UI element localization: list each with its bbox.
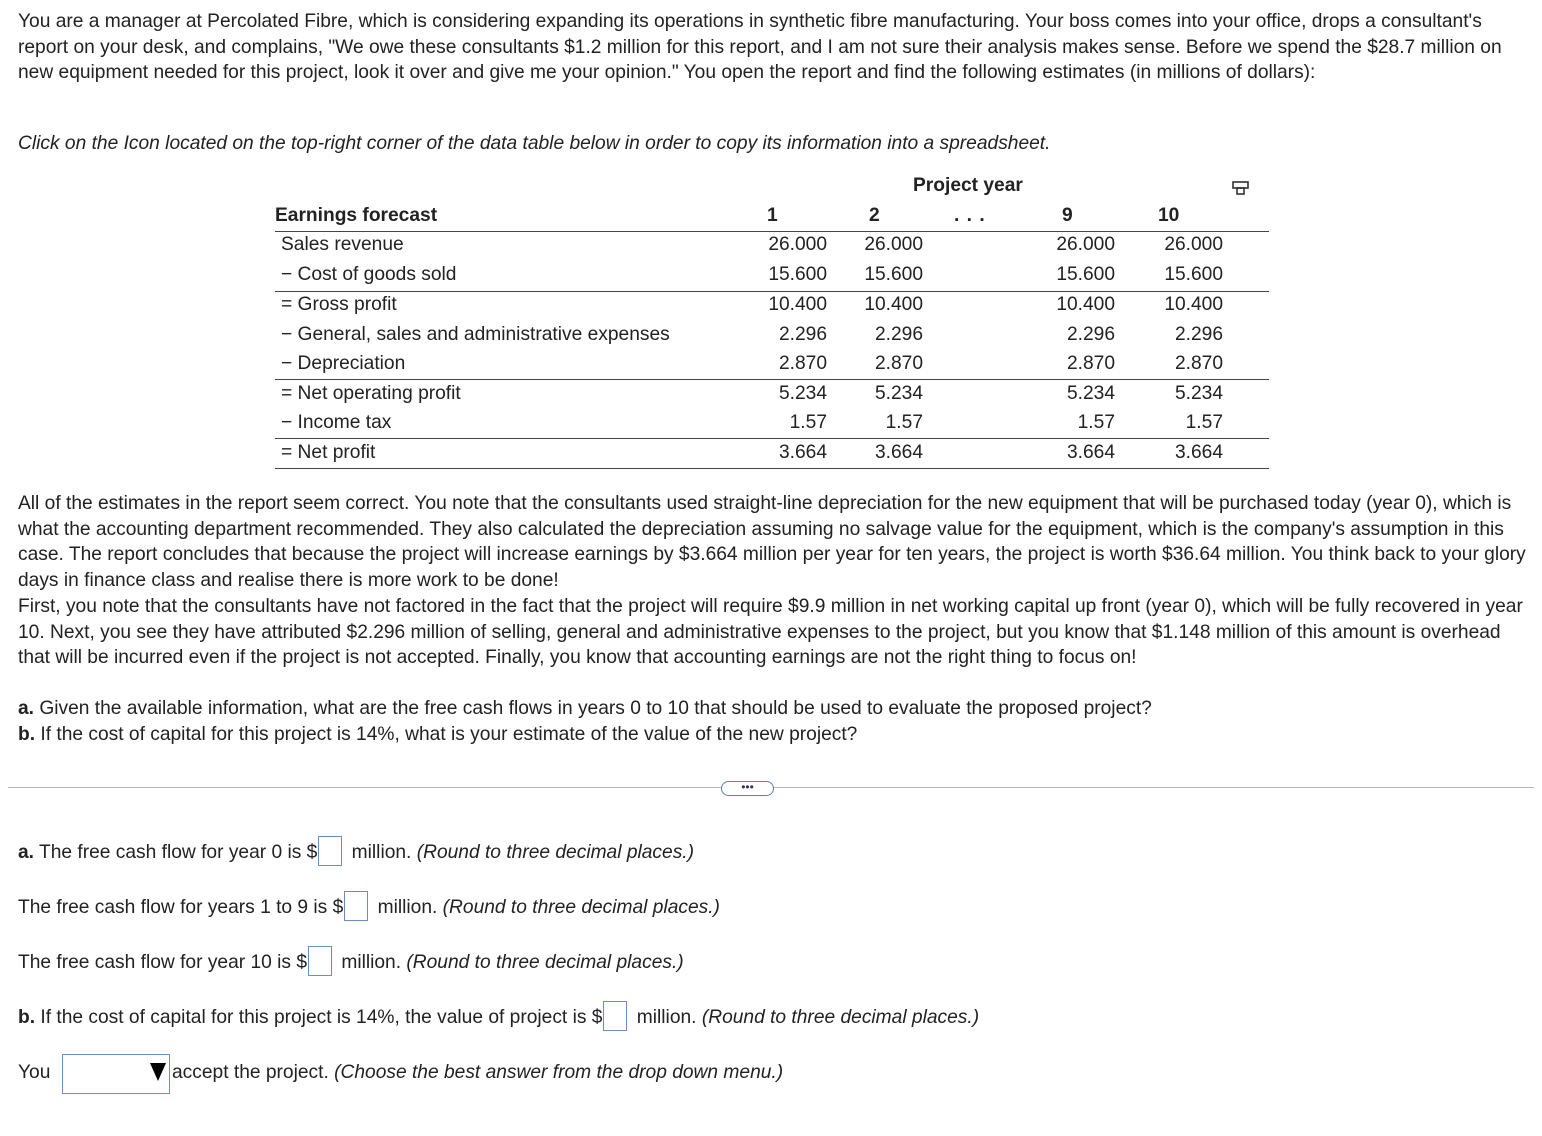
- round-hint: (Round to three decimal places.): [406, 952, 684, 974]
- row-label: = Net profit: [281, 442, 376, 463]
- answer-fcf-years1-9: [18, 893, 720, 923]
- million-label: million.: [372, 897, 443, 919]
- table-cell: 26.000: [1056, 234, 1115, 255]
- copy-table-icon[interactable]: [1232, 181, 1249, 195]
- table-cell: 2.296: [1066, 324, 1115, 345]
- table-cell: 15.600: [768, 264, 827, 285]
- year-header-1: 1: [767, 205, 778, 226]
- row-label: − Cost of goods sold: [281, 264, 457, 285]
- table-cell: 1.57: [885, 412, 923, 433]
- corrections-paragraph: First, you note that the consultants have not factored in the fact that the project will require $9.9 million in net working capital up front (year 0), which will be fully recovered in year 10. Next, you see they have attributed $2.296 million of selling, general and administrative expenses to the project, but you know that $1.148 million of this amount is overhead that will be incurred even if the project is not accepted. Finally, you know that accounting earnings are not the right thing to focus on!: [18, 596, 1523, 669]
- answer-project-value: [18, 1003, 979, 1033]
- answer-fcf-year0: [18, 838, 694, 868]
- table-cell: 2.296: [778, 324, 827, 345]
- table-cell: 10.400: [864, 294, 923, 315]
- table-cell: 26.000: [1164, 234, 1223, 255]
- table-cell: 10.400: [1164, 294, 1223, 315]
- table-cell: 26.000: [768, 234, 827, 255]
- dropdown-hint: (Choose the best answer from the drop down menu.): [334, 1062, 784, 1083]
- question-b: [18, 724, 857, 746]
- fcf-years1-9-input[interactable]: [344, 891, 368, 921]
- question-b-text: If the cost of capital for this project is 14%, what is your estimate of the value of the new project?: [35, 724, 858, 745]
- earnings-forecast-header: Earnings forecast: [275, 205, 438, 226]
- table-cell: 1.57: [1077, 412, 1115, 433]
- you-label: You: [18, 1062, 51, 1083]
- million-label: million.: [631, 1007, 702, 1029]
- copy-instruction: Click on the Icon located on the top-right corner of the data table below in order to copy its information into a spreadsheet.: [18, 133, 1051, 154]
- round-hint: (Round to three decimal places.): [442, 897, 720, 919]
- table-cell: 15.600: [1056, 264, 1115, 285]
- project-value-input[interactable]: [603, 1001, 627, 1031]
- table-cell: 3.664: [874, 442, 923, 463]
- intro-paragraph: You are a manager at Percolated Fibre, which is considering expanding its operations in synthetic fibre manufacturing. Your boss comes into your office, drops a consultant's report on your desk, and complains, "We owe these consultants $1.2 million for this report, and I am not sure their analysis makes sense. Before we spend the $28.7 million on new equipment needed for this project, look it over and give me your opinion." You open the report and find the following estimates (in millions of dollars):: [18, 11, 1502, 84]
- table-cell: 2.870: [778, 353, 827, 374]
- year-header-10: 10: [1158, 205, 1180, 226]
- table-rule: [275, 291, 1269, 292]
- question-a-text: Given the available information, what are the free cash flows in years 0 to 10 that should be used to evaluate the proposed project?: [34, 698, 1152, 719]
- round-hint: (Round to three decimal places.): [416, 842, 695, 864]
- fcf-years1-9-text: The free cash flow for years 1 to 9 is $: [18, 897, 344, 919]
- accept-project-text: [172, 1062, 783, 1084]
- row-label: = Net operating profit: [281, 383, 461, 404]
- row-label: − Income tax: [281, 412, 392, 433]
- year-header-ellipsis: . . .: [954, 205, 986, 226]
- project-value-text: If the cost of capital for this project is 14%, the value of project is $: [35, 1007, 603, 1029]
- question-b-label: b.: [18, 724, 36, 745]
- accept-decision-dropdown[interactable]: [62, 1054, 170, 1094]
- table-rule: [275, 231, 1269, 232]
- fcf-year10-text: The free cash flow for year 10 is $: [18, 952, 308, 974]
- million-label: million.: [336, 952, 407, 974]
- table-cell: 10.400: [1056, 294, 1115, 315]
- fcf-year0-text: The free cash flow for year 0 is $: [34, 842, 318, 864]
- answer-fcf-year10: [18, 948, 684, 978]
- row-label: = Gross profit: [281, 294, 397, 315]
- table-cell: 2.870: [874, 353, 923, 374]
- year-header-9: 9: [1062, 205, 1073, 226]
- table-cell: 3.664: [1174, 442, 1223, 463]
- answer-b-label: b.: [18, 1007, 36, 1029]
- answer-a-label: a.: [18, 842, 35, 864]
- million-label: million.: [346, 842, 417, 864]
- chevron-down-icon: [150, 1063, 166, 1081]
- table-cell: 1.57: [1185, 412, 1223, 433]
- table-cell: 5.234: [1174, 383, 1223, 404]
- table-cell: 15.600: [1164, 264, 1223, 285]
- question-a-label: a.: [18, 698, 35, 719]
- table-cell: 5.234: [778, 383, 827, 404]
- question-a: [18, 698, 1152, 720]
- row-label: − Depreciation: [281, 353, 406, 374]
- table-cell: 1.57: [789, 412, 827, 433]
- table-rule: [275, 438, 1269, 439]
- table-rule: [275, 468, 1269, 469]
- year-header-2: 2: [869, 205, 880, 226]
- row-label: − General, sales and administrative expenses: [281, 324, 670, 345]
- analysis-paragraph: All of the estimates in the report seem correct. You note that the consultants used straight-line depreciation for the new equipment that will be purchased today (year 0), which is what the accounting department recommended. They also calculated the depreciation assuming no salvage value for the equipment, which is the company's assumption in this case. The report concludes that because the project will increase earnings by $3.664 million per year for ten years, the project is worth $36.64 million. You think back to your glory days in finance class and realise there is more work to be done!: [18, 493, 1526, 592]
- table-cell: 5.234: [874, 383, 923, 404]
- accept-text: accept the project.: [172, 1062, 335, 1083]
- table-cell: 3.664: [1066, 442, 1115, 463]
- row-label: Sales revenue: [281, 234, 404, 255]
- table-cell: 2.870: [1174, 353, 1223, 374]
- table-cell: 15.600: [864, 264, 923, 285]
- table-cell: 10.400: [768, 294, 827, 315]
- expand-more-button[interactable]: •••: [721, 781, 774, 796]
- fcf-year0-input[interactable]: [318, 836, 342, 866]
- table-cell: 26.000: [864, 234, 923, 255]
- fcf-year10-input[interactable]: [308, 946, 332, 976]
- table-rule: [275, 379, 1269, 380]
- table-cell: 2.296: [874, 324, 923, 345]
- project-year-header: Project year: [913, 175, 1023, 196]
- table-cell: 3.664: [778, 442, 827, 463]
- table-cell: 2.870: [1066, 353, 1115, 374]
- table-cell: 5.234: [1066, 383, 1115, 404]
- table-cell: 2.296: [1174, 324, 1223, 345]
- round-hint: (Round to three decimal places.): [701, 1007, 980, 1029]
